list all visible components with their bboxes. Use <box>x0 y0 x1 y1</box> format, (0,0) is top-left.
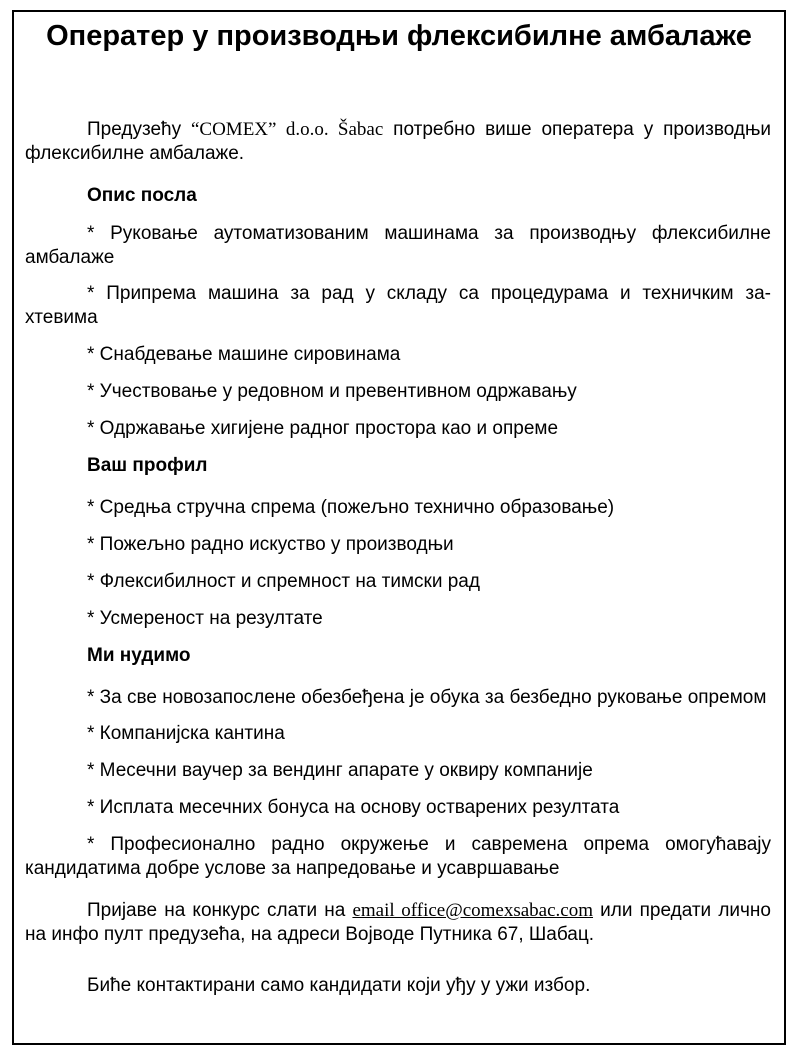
list-item: * Исплата месечних бонуса на основу остварених резултата <box>87 797 620 818</box>
list-item: * Одржавање хигијене радног простора као и опреме <box>87 418 559 439</box>
application-text-before: Пријаве на конкурс слати на <box>87 900 353 921</box>
page-title: Оператер у производњи флексибилне амбалаже <box>46 20 752 52</box>
section-heading-profile: Ваш профил <box>87 455 208 476</box>
intro-paragraph <box>25 118 771 166</box>
list-item: * Припрема машина за рад у складу са процедурама и техничким за-хтевима <box>25 283 771 328</box>
list-item: * Пожељно радно искуство у производњи <box>87 534 454 555</box>
email-link[interactable]: email office@comexsabac.com <box>352 900 594 921</box>
application-paragraph <box>25 899 771 947</box>
document-body <box>25 118 771 998</box>
closing-note: Биће контактирани само кандидати који уђу у ужи избор. <box>87 975 591 996</box>
list-item: * Руковање аутоматизованим машинама за производњу флексибилне амбалаже <box>25 223 771 268</box>
section-heading-job-description: Опис посла <box>87 185 197 206</box>
intro-text-before: Предузећу <box>87 119 191 140</box>
list-item: * Снабдевање машине сировинама <box>87 344 401 365</box>
list-item: * Месечни ваучер за вендинг апарате у оквиру компаније <box>87 760 593 781</box>
application-text-after: или предати лично на инфо пулт предузећа, на адреси Војводе Путника 67, Шабац. <box>25 900 771 945</box>
list-item: * Усмереност на резултате <box>87 608 323 629</box>
list-item: * Средња стручна спрема (пожељно технично образовање) <box>87 497 615 518</box>
company-name: “COMEX” d.o.o. Šabac <box>190 119 384 140</box>
list-item: * Учествовање у редовном и превентивном одржавању <box>87 381 577 402</box>
section-heading-offer: Ми нудимо <box>87 645 191 666</box>
list-item: * Професионално радно окружење и савремена опрема омогућавају кандидатима добре услове за напредовање и усавршавање <box>25 834 771 879</box>
list-item: * Компанијска кантина <box>87 723 285 744</box>
list-item: * За све новозапослене обезбеђена је обука за безбедно руковање опремом <box>87 687 767 708</box>
list-item: * Флексибилност и спремност на тимски рад <box>87 571 480 592</box>
intro-text-after: потребно више оператера у производњи флексибилне амбалаже. <box>25 119 771 164</box>
